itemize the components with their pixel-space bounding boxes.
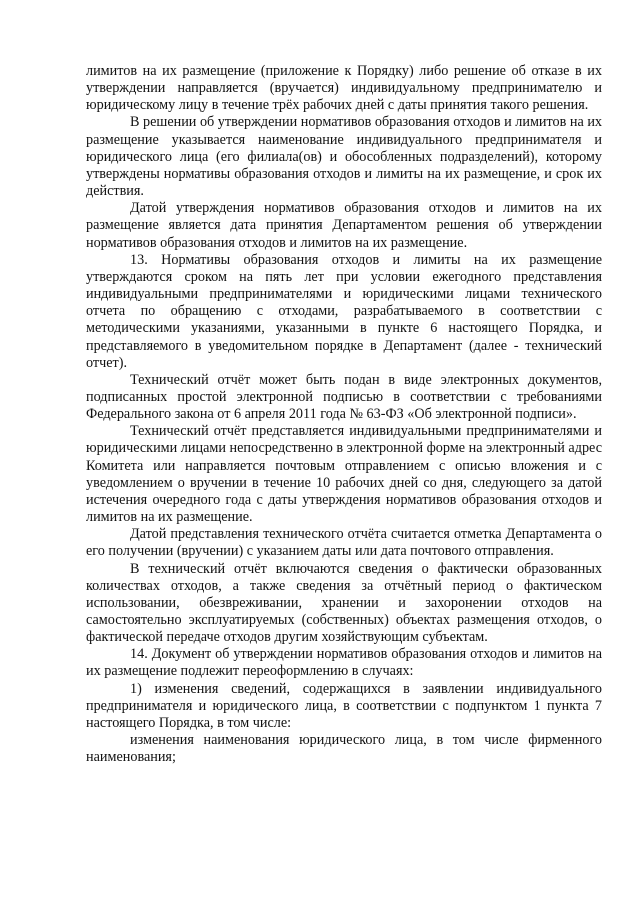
paragraph-submission-date: Датой представления технического отчёта считается отметка Департамента о его получении (вручении) с указанием даты или дата почтового отправления. xyxy=(86,526,602,560)
paragraph-item-1: 1) изменения сведений, содержащихся в заявлении индивидуального предпринимателя и юридического лица, в соответствии с подпунктом 1 пункта 7 настоящего Порядка, в том числе: xyxy=(86,680,602,731)
paragraph-electronic-submission: Технический отчёт может быть подан в виде электронных документов, подписанных простой электронной подписью в соответствии с требованиями Федерального закона от 6 апреля 2011 года № 63-ФЗ «Об электронной подписи». xyxy=(86,371,602,423)
paragraph-approval-notice: лимитов на их размещение (приложение к Порядку) либо решение об отказе в их утверждении направляется (вручается) индивидуальному предпринимателю и юридическому лицу в течение трёх рабочих дней с даты принятия такого решения. xyxy=(86,63,602,114)
paragraph-approval-date: Датой утверждения нормативов образования отходов и лимитов на их размещение является дата принятия Департаментом решения об утверждении нормативов образования отходов и лимитов на их размещение. xyxy=(86,200,602,251)
document-body xyxy=(86,63,602,766)
paragraph-section-14: 14. Документ об утверждении нормативов образования отходов и лимитов на их размещение подлежит переоформлению в случаях: xyxy=(86,646,602,680)
paragraph-section-13: 13. Нормативы образования отходов и лимиты на их размещение утверждаются сроком на пять лет при условии ежегодного представления индивидуальными предпринимателями и юридическими лицами технического отчета по обращению с отходами, разрабатываемого в соответствии с методическими указаниями, указанными в пункте 6 настоящего Порядка, и представляемого в уведомительном порядке в Департамент (далее - технический отчет). xyxy=(86,251,602,371)
paragraph-name-change: изменения наименования юридического лица, в том числе фирменного наименования; xyxy=(86,732,602,766)
paragraph-decision-contents: В решении об утверждении нормативов образования отходов и лимитов на их размещение указывается наименование индивидуального предпринимателя и юридического лица (его филиала(ов) и обособленных подразделений), которому утверждены нормативы образования отходов и лимиты на их размещение, и срок их действия. xyxy=(86,114,603,200)
paragraph-report-delivery: Технический отчёт представляется индивидуальными предпринимателями и юридическими лицами непосредственно в электронной форме на электронный адрес Комитета или направляется почтовым отправлением с описью вложения и с уведомлением о вручении в течение 10 рабочих дней со дня, следующего за датой истечения очередного года с даты утверждения нормативов образования отходов и лимитов на их размещение. xyxy=(86,423,602,526)
paragraph-report-contents: В технический отчёт включаются сведения о фактически образованных количествах отходов, а также сведения за отчётный период о фактическом использовании, обезвреживании, хранении и захоронении отходов на самостоятельно эксплуатируемых (собственных) объектах размещения отходов, о фактической передаче отходов другим хозяйствующим субъектам. xyxy=(86,560,602,646)
